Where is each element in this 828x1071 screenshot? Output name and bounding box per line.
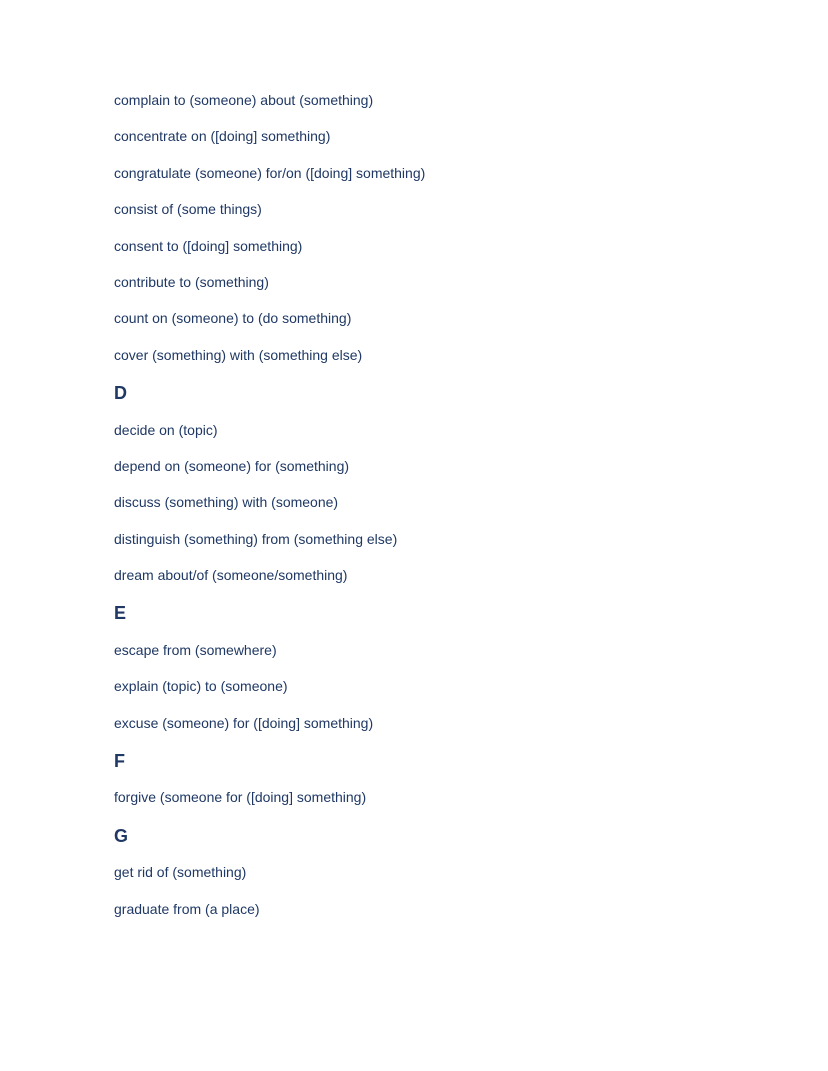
list-item: complain to (someone) about (something)	[114, 92, 374, 108]
list-item: congratulate (someone) for/on ([doing] something)	[114, 164, 426, 181]
list-item: excuse (someone) for ([doing] something)	[114, 714, 374, 731]
list-item: cover (something) with (something else)	[114, 346, 363, 363]
list-item: escape from (somewhere)	[114, 641, 277, 658]
section-g	[114, 824, 788, 919]
list-item: discuss (something) with (someone)	[114, 494, 339, 511]
section-heading-d: D	[114, 383, 127, 404]
list-item: decide on (topic)	[114, 421, 218, 438]
list-item: count on (someone) to (do something)	[114, 310, 352, 327]
list-item: forgive (someone for ([doing] something)	[114, 789, 367, 806]
list-item: contribute to (something)	[114, 273, 269, 290]
section-d	[114, 381, 788, 585]
list-item: dream about/of (someone/something)	[114, 567, 348, 584]
section-heading-f: F	[114, 751, 125, 772]
list-item: consent to ([doing] something)	[114, 237, 303, 254]
section-heading-e: E	[114, 603, 127, 624]
list-item: consist of (some things)	[114, 201, 262, 218]
list-item: depend on (someone) for (something)	[114, 457, 350, 474]
section-e	[114, 601, 788, 732]
list-item: distinguish (something) from (something else)	[114, 530, 398, 547]
list-item: graduate from (a place)	[114, 900, 260, 917]
list-item: explain (topic) to (someone)	[114, 678, 288, 695]
section-heading-g: G	[114, 825, 129, 846]
section-c	[114, 90, 788, 365]
document-page	[114, 90, 788, 935]
list-item: get rid of (something)	[114, 864, 247, 881]
section-f	[114, 749, 788, 807]
list-item: concentrate on ([doing] something)	[114, 128, 331, 145]
